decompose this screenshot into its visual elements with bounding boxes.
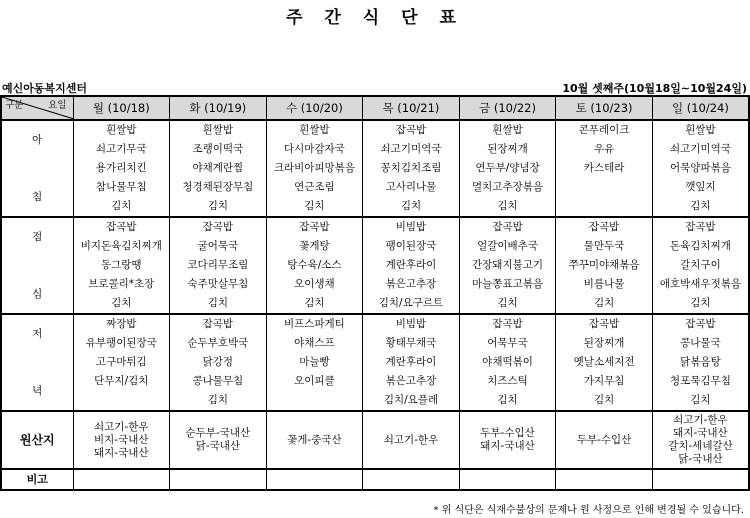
menu-item: 단무지/김치 xyxy=(73,372,170,391)
menu-item: 카스테라 xyxy=(556,159,653,178)
menu-item: 잡곡밥 xyxy=(459,314,556,334)
menu-item: 유부팽이된장국 xyxy=(73,334,170,353)
menu-item: 오이생채 xyxy=(266,275,363,294)
menu-item: 잡곡밥 xyxy=(73,217,170,237)
meal-label-char: 심 xyxy=(32,287,43,300)
menu-row xyxy=(1,178,749,197)
day-header-tue: 화 (10/19) xyxy=(170,96,267,120)
menu-item: 짜장밥 xyxy=(73,314,170,334)
menu-item: 얼갈이배추국 xyxy=(459,237,556,256)
menu-item: 가지무침 xyxy=(556,372,653,391)
origin-cell xyxy=(266,411,363,469)
menu-item: 계란후라이 xyxy=(363,353,460,372)
menu-item: 용가리치킨 xyxy=(73,159,170,178)
origin-cell xyxy=(652,411,749,469)
menu-item: 닭강정 xyxy=(170,353,267,372)
menu-row xyxy=(1,391,749,411)
menu-row xyxy=(1,237,749,256)
menu-item: 다시마감자국 xyxy=(266,140,363,159)
menu-item: 쇠고기미역국 xyxy=(363,140,460,159)
menu-item: 흰쌀밥 xyxy=(170,120,267,140)
menu-item: 연근조림 xyxy=(266,178,363,197)
origin-line: 닭-국내산 xyxy=(195,440,241,452)
menu-item: 옛날소세지전 xyxy=(556,353,653,372)
menu-row xyxy=(1,197,749,217)
menu-item: 깻잎지 xyxy=(652,178,749,197)
menu-item: 김치 xyxy=(556,294,653,314)
menu-item: 연두부/양념장 xyxy=(459,159,556,178)
menu-item: 순두부호박국 xyxy=(170,334,267,353)
origin-line: 두부-수입산 xyxy=(576,433,632,446)
menu-row xyxy=(1,334,749,353)
menu-item: 흰쌀밥 xyxy=(652,120,749,140)
menu-item: 숙주맛살무침 xyxy=(170,275,267,294)
menu-item: 김치/요구르트 xyxy=(363,294,460,314)
menu-item: 꽁치김치조림 xyxy=(363,159,460,178)
menu-item: 멸치고추장볶음 xyxy=(459,178,556,197)
menu-item: 김치 xyxy=(170,197,267,217)
menu-item: 잡곡밥 xyxy=(556,217,653,237)
menu-item: 오이피클 xyxy=(266,372,363,391)
menu-item: 잡곡밥 xyxy=(266,217,363,237)
menu-item: 돈육김치찌개 xyxy=(652,237,749,256)
menu-item: 된장찌개 xyxy=(459,140,556,159)
meal-label-breakfast xyxy=(1,120,73,217)
menu-item: 잡곡밥 xyxy=(652,314,749,334)
note-cell xyxy=(363,469,460,490)
note-label: 비고 xyxy=(1,469,73,490)
note-cell xyxy=(73,469,170,490)
menu-item: 꽃게탕 xyxy=(266,237,363,256)
menu-row xyxy=(1,256,749,275)
menu-item: 어묵양파볶음 xyxy=(652,159,749,178)
meal-label-char: 저 xyxy=(32,327,43,340)
page-title: 주 간 식 단 표 xyxy=(286,8,464,28)
menu-item: 김치 xyxy=(363,197,460,217)
day-header-wed: 수 (10/20) xyxy=(266,96,363,120)
menu-item: 김치 xyxy=(170,391,267,411)
menu-item: 잡곡밥 xyxy=(459,217,556,237)
menu-item: 잡곡밥 xyxy=(363,120,460,140)
menu-item: 김치 xyxy=(73,294,170,314)
menu-item: 김치 xyxy=(266,294,363,314)
menu-item: 굴어묵국 xyxy=(170,237,267,256)
note-cell xyxy=(459,469,556,490)
origin-line: 비지-국내산 xyxy=(94,433,149,446)
menu-item: 비빔밥 xyxy=(363,217,460,237)
origin-line: 두부-수입산 xyxy=(480,427,535,439)
menu-item: 애호박새우젓볶음 xyxy=(652,275,749,294)
menu-item: 계란후라이 xyxy=(363,256,460,275)
note-cell xyxy=(556,469,653,490)
menu-row xyxy=(1,294,749,314)
menu-item: 쇠고기미역국 xyxy=(652,140,749,159)
menu-item: 갈치구이 xyxy=(652,256,749,275)
menu-item: 볶은고추장 xyxy=(363,275,460,294)
organization-name: 예신아동복지센터 xyxy=(2,82,88,95)
origin-cell xyxy=(170,411,267,469)
origin-cell xyxy=(73,411,170,469)
menu-item: 김치 xyxy=(73,197,170,217)
footnote: * 위 식단은 식재수불상의 문제나 원 사정으로 인해 변경될 수 있습니다. xyxy=(433,505,744,516)
meal-label-char: 침 xyxy=(32,190,43,203)
note-cell xyxy=(652,469,749,490)
meal-label-lunch xyxy=(1,217,73,314)
menu-item: 김치 xyxy=(556,391,653,411)
menu-item: 탕수육/소스 xyxy=(266,256,363,275)
menu-item: 흰쌀밥 xyxy=(459,120,556,140)
menu-item: 김치 xyxy=(652,391,749,411)
menu-row xyxy=(1,275,749,294)
note-cell xyxy=(266,469,363,490)
menu-item: 참나물무침 xyxy=(73,178,170,197)
menu-item: 흰쌀밥 xyxy=(73,120,170,140)
menu-item: 비빔밥 xyxy=(363,314,460,334)
origin-line: 쇠고기-한우 xyxy=(673,414,728,426)
menu-item: 비지돈육김치찌개 xyxy=(73,237,170,256)
menu-item: 콩나물무침 xyxy=(170,372,267,391)
week-period: 10월 셋째주(10월18일~10월24일) xyxy=(562,82,747,95)
menu-item xyxy=(73,391,170,411)
menu-item: 청포묵김무침 xyxy=(652,372,749,391)
menu-item: 콩나물국 xyxy=(652,334,749,353)
note-cell xyxy=(170,469,267,490)
menu-item xyxy=(556,197,653,217)
menu-item: 간장돼지불고기 xyxy=(459,256,556,275)
origin-line: 돼지-국내산 xyxy=(673,427,728,439)
meal-label-char: 아 xyxy=(32,133,43,146)
menu-item: 볶은고추장 xyxy=(363,372,460,391)
menu-item: 어묵무국 xyxy=(459,334,556,353)
menu-item: 김치 xyxy=(652,294,749,314)
menu-item: 김치 xyxy=(459,197,556,217)
menu-item: 김치 xyxy=(266,197,363,217)
menu-row xyxy=(1,353,749,372)
weekly-menu-table xyxy=(0,95,750,491)
menu-item: 콘푸레이크 xyxy=(556,120,653,140)
menu-item: 된장찌개 xyxy=(556,334,653,353)
menu-item: 잡곡밥 xyxy=(652,217,749,237)
menu-item: 고사리나물 xyxy=(363,178,460,197)
origin-line: 갈치-세네갈산 xyxy=(668,440,733,452)
origin-line: 돼지-국내산 xyxy=(94,446,149,459)
menu-item: 우유 xyxy=(556,140,653,159)
meal-label-char: 점 xyxy=(32,230,43,243)
day-header-mon: 월 (10/18) xyxy=(73,96,170,120)
menu-item: 김치/요플레 xyxy=(363,391,460,411)
origin-line: 닭-국내산 xyxy=(678,453,723,465)
origin-cell xyxy=(556,411,653,469)
menu-item: 야채떡볶이 xyxy=(459,353,556,372)
day-header-fri: 금 (10/22) xyxy=(459,96,556,120)
menu-item: 마늘빵 xyxy=(266,353,363,372)
menu-item: 쭈꾸미야채볶음 xyxy=(556,256,653,275)
menu-item: 쇠고기무국 xyxy=(73,140,170,159)
menu-row xyxy=(1,140,749,159)
menu-row xyxy=(1,372,749,391)
menu-item: 코다리무조림 xyxy=(170,256,267,275)
origin-label: 원산지 xyxy=(1,411,73,469)
origin-line: 쇠고기-한우 xyxy=(383,433,439,446)
menu-item: 치즈스틱 xyxy=(459,372,556,391)
origin-line: 순두부-국내산 xyxy=(185,427,251,439)
menu-row xyxy=(1,159,749,178)
menu-item: 비프스파게티 xyxy=(266,314,363,334)
menu-item: 고구마튀김 xyxy=(73,353,170,372)
menu-item xyxy=(266,391,363,411)
menu-item: 흰쌀밥 xyxy=(266,120,363,140)
menu-item: 크라비아피망볶음 xyxy=(266,159,363,178)
menu-item: 팽이된장국 xyxy=(363,237,460,256)
origin-row xyxy=(1,411,749,469)
menu-row xyxy=(1,314,749,334)
menu-row xyxy=(1,217,749,237)
menu-item: 잡곡밥 xyxy=(556,314,653,334)
meal-label-char: 녁 xyxy=(32,384,43,397)
origin-cell xyxy=(459,411,556,469)
menu-item xyxy=(556,178,653,197)
menu-item: 야채스프 xyxy=(266,334,363,353)
menu-item: 김치 xyxy=(459,391,556,411)
menu-item: 청경채된장무침 xyxy=(170,178,267,197)
origin-line: 돼지-국내산 xyxy=(480,440,535,452)
menu-item: 야채계란찜 xyxy=(170,159,267,178)
menu-item: 김치 xyxy=(459,294,556,314)
table-header-row xyxy=(1,96,749,120)
menu-item: 잡곡밥 xyxy=(170,217,267,237)
corner-category-label: 구분 xyxy=(5,100,24,111)
menu-item: 동그랑땡 xyxy=(73,256,170,275)
day-header-sat: 토 (10/23) xyxy=(556,96,653,120)
note-row xyxy=(1,469,749,490)
origin-cell xyxy=(363,411,460,469)
menu-row xyxy=(1,120,749,140)
origin-line: 꽃게-중국산 xyxy=(287,433,342,446)
menu-item: 황태무채국 xyxy=(363,334,460,353)
corner-day-label: 요일 xyxy=(48,100,67,111)
corner-cell xyxy=(1,96,73,120)
menu-item: 잡곡밥 xyxy=(170,314,267,334)
day-header-thu: 목 (10/21) xyxy=(363,96,460,120)
menu-item: 조랭이떡국 xyxy=(170,140,267,159)
menu-item: 브로콜리*초장 xyxy=(73,275,170,294)
menu-item: 김치 xyxy=(652,197,749,217)
menu-item: 물만두국 xyxy=(556,237,653,256)
menu-item: 김치 xyxy=(170,294,267,314)
meal-label-dinner xyxy=(1,314,73,411)
menu-item: 닭볶음탕 xyxy=(652,353,749,372)
menu-item: 마늘쫑표고볶음 xyxy=(459,275,556,294)
menu-item: 비름나물 xyxy=(556,275,653,294)
origin-line: 쇠고기-한우 xyxy=(94,420,149,433)
day-header-sun: 일 (10/24) xyxy=(652,96,749,120)
